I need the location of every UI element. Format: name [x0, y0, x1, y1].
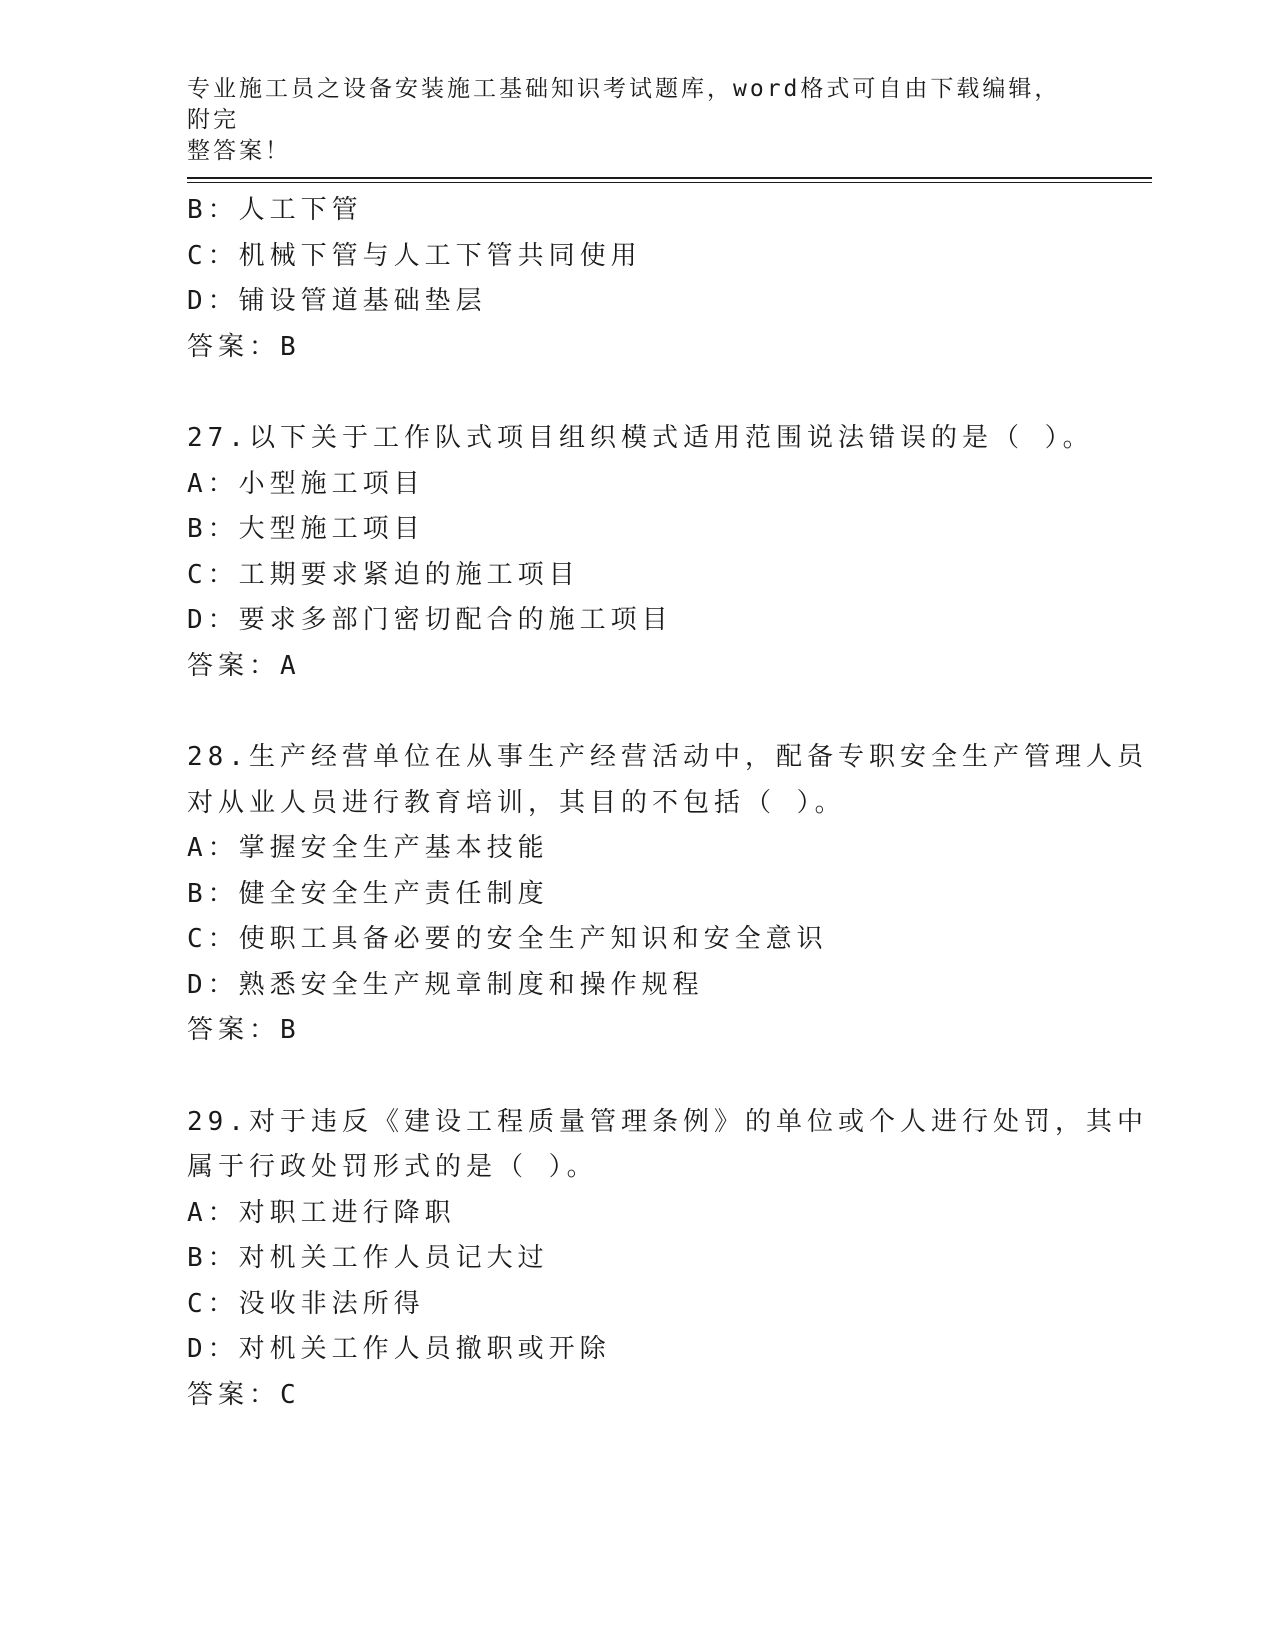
- option-a: A：对职工进行降职: [187, 1197, 456, 1228]
- header-line-2: 整答案！: [187, 138, 291, 164]
- option-c: C：工期要求紧迫的施工项目: [187, 559, 580, 590]
- option-b: B：大型施工项目: [187, 514, 425, 544]
- option-b: B：健全安全生产责任制度: [187, 878, 549, 909]
- answer-line: 答案：A: [187, 650, 301, 681]
- option-d: D：铺设管道基础垫层: [187, 286, 487, 316]
- option-d: D：要求多部门密切配合的施工项目: [187, 605, 673, 635]
- option-c: C：机械下管与人工下管共同使用: [187, 240, 642, 271]
- question-stem-cont: 对从业人员进行教育培训，其目的不包括（ ）。: [187, 787, 846, 818]
- question-28: [187, 735, 1148, 1054]
- option-b: B：人工下管: [187, 195, 363, 225]
- option-d: D：熟悉安全生产规章制度和操作规程: [187, 969, 704, 1000]
- answer-line: 答案：B: [187, 331, 301, 362]
- document-header: [187, 74, 1067, 167]
- option-c: C：使职工具备必要的安全生产知识和安全意识: [187, 924, 828, 954]
- option-c: C：没收非法所得: [187, 1288, 425, 1319]
- question-26: [187, 188, 1087, 370]
- question-27: [187, 416, 1094, 689]
- header-rule-thin: [187, 182, 1152, 183]
- question-stem-cont: 属于行政处罚形式的是（ ）。: [187, 1152, 598, 1182]
- question-list: [187, 188, 1148, 1418]
- header-rule-thick: [187, 177, 1152, 179]
- answer-line: 答案：B: [187, 1015, 301, 1045]
- option-a: A：掌握安全生产基本技能: [187, 833, 549, 863]
- question-29: [187, 1100, 1148, 1419]
- option-d: D：对机关工作人员撤职或开除: [187, 1334, 611, 1364]
- option-a: A：小型施工项目: [187, 468, 425, 499]
- option-b: B：对机关工作人员记大过: [187, 1243, 549, 1273]
- question-stem: 27.以下关于工作队式项目组织模式适用范围说法错误的是（ ）。: [187, 423, 1094, 453]
- header-line-1: 专业施工员之设备安装施工基础知识考试题库，word格式可自由下载编辑，附完: [187, 76, 1061, 133]
- answer-line: 答案：C: [187, 1379, 301, 1410]
- question-stem: 29.对于违反《建设工程质量管理条例》的单位或个人进行处罚，其中: [187, 1106, 1148, 1137]
- question-stem: 28.生产经营单位在从事生产经营活动中，配备专职安全生产管理人员: [187, 742, 1148, 772]
